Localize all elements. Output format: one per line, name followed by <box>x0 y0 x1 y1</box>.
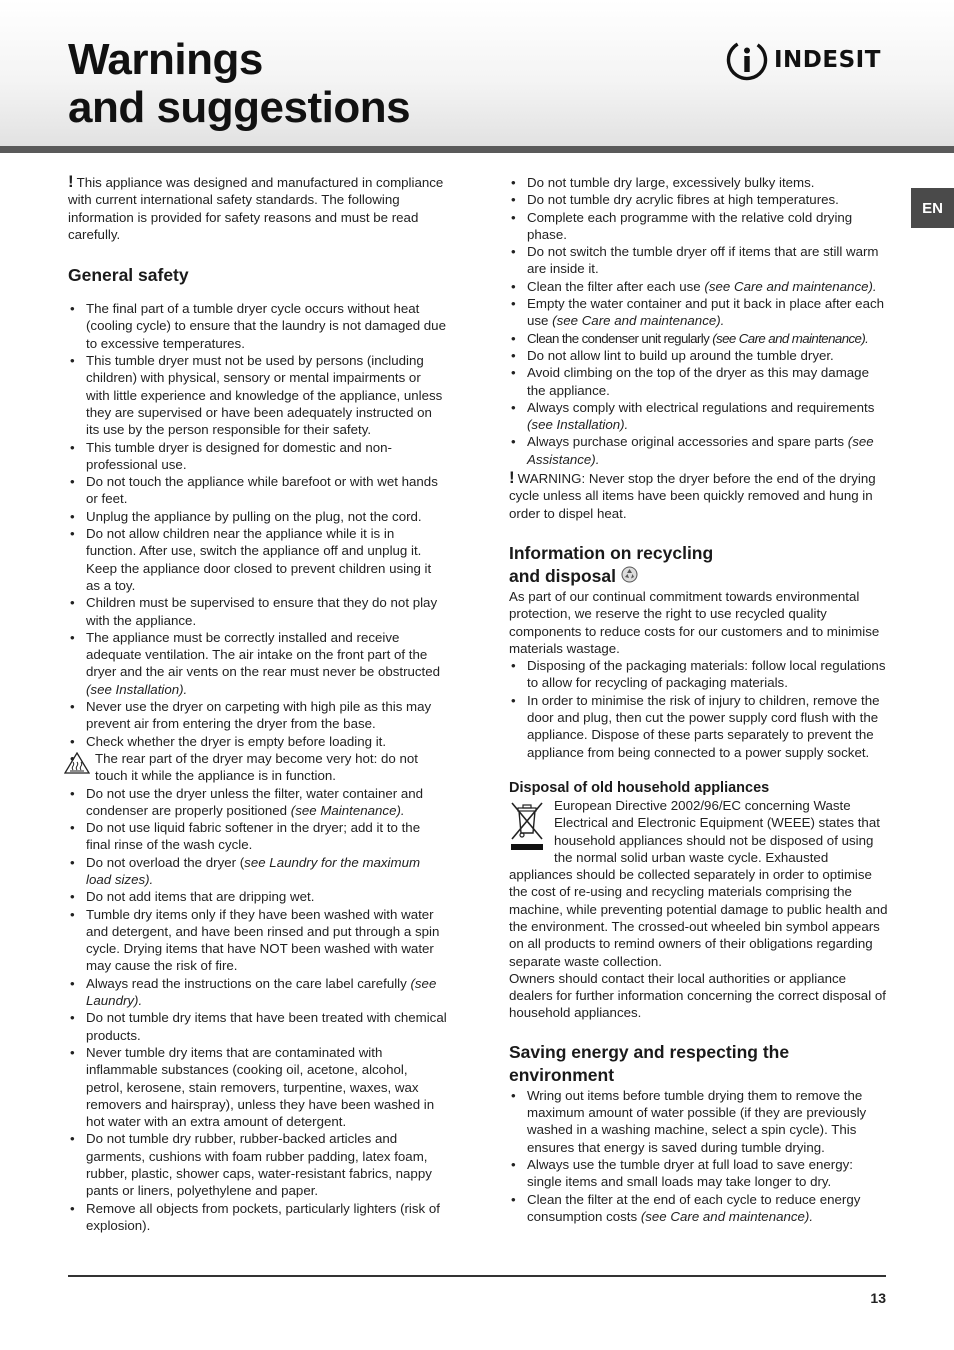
list-item: • Always comply with electrical regulations and requirements (see Installation). <box>509 399 889 434</box>
list-item: • Never use the dryer on carpeting with high pile as this may prevent air from entering the dryer from the base. <box>68 698 448 733</box>
list-item: • Always read the instructions on the care label carefully (see Laundry). <box>68 975 448 1010</box>
energy-heading: Saving energy and respecting the environment <box>509 1041 790 1085</box>
list-item: • Do not touch the appliance while barefoot or with wet hands or feet. <box>68 473 448 508</box>
footer-divider <box>68 1275 886 1277</box>
hot-surface-icon <box>64 752 90 774</box>
list-item: • This tumble dryer is designed for domestic and non-professional use. <box>68 439 448 474</box>
list-item: • Do not switch the tumble dryer off if items that are still warm are inside it. <box>509 243 889 278</box>
title-line-2: and suggestions <box>68 83 411 132</box>
intro-text: This appliance was designed and manufactured in compliance with current international safety standards. The following information is provided for safety reasons and must be read carefully. <box>68 175 444 242</box>
further-safety-list <box>509 174 889 468</box>
recycling-intro: As part of our continual commitment towards environmental protection, we reserve the right to use recycled quality components to reduce costs for our customers and to minimise materials wastage. <box>509 588 880 656</box>
list-item: • In order to minimise the risk of injury to children, remove the door and plug, then cut the power supply cord flush with the appliance. Dispose of these parts separately to prevent the appliance from being connected to a power supply socket. <box>509 692 889 761</box>
list-item: • Do not tumble dry acrylic fibres at high temperatures. <box>509 191 889 208</box>
recycling-icon <box>621 566 638 583</box>
header-divider <box>0 146 954 153</box>
right-column <box>509 174 889 1225</box>
list-item: • The final part of a tumble dryer cycle occurs without heat (cooling cycle) to ensure that the laundry is not damaged due to excessive temperatures. <box>68 300 448 352</box>
list-item: • Always use the tumble dryer at full load to save energy: single items and small loads may take longer to dry. <box>509 1156 889 1191</box>
warning-text: WARNING: Never stop the dryer before the end of the drying cycle unless all items have been quickly removed and hung in order to dispel heat. <box>509 471 876 521</box>
list-item: • The rear part of the dryer may become very hot: do not touch it while the appliance is in function. <box>68 750 448 785</box>
list-item: • Tumble dry items only if they have been washed with water and detergent, and have been rinsed and put through a spin cycle. Drying items that have NOT been washed with water may cause the risk of fire. <box>68 906 448 975</box>
list-item: • Wring out items before tumble drying them to remove the maximum amount of water possible (if they are previously washed in a washing machine, select a spin cycle). This ensures that energy is saved during tumble drying. <box>509 1087 889 1156</box>
list-item: • Do not tumble dry rubber, rubber-backed articles and garments, cushions with foam rubber padding, latex foam, rubber, plastic, shower caps, water-resistant fabrics, nappy pants or liners, polyethylene and paper. <box>68 1130 448 1199</box>
list-item: • Complete each programme with the relative cold drying phase. <box>509 209 889 244</box>
list-item: • Do not allow lint to build up around the tumble dryer. <box>509 347 889 364</box>
list-item: • Do not use the dryer unless the filter, water container and condenser are properly positioned (see Maintenance). <box>68 785 448 820</box>
general-safety-heading: General safety <box>68 265 189 286</box>
list-item: • Clean the filter after each use (see Care and maintenance). <box>509 278 889 295</box>
attention-mark: ! <box>509 468 515 488</box>
disposal-heading: Disposal of old household appliances <box>509 779 770 796</box>
intro-paragraph <box>68 174 448 243</box>
list-item: • Disposing of the packaging materials: follow local regulations to allow for recycling of packaging materials. <box>509 657 889 692</box>
page-header <box>0 0 954 146</box>
list-item: • Do not tumble dry items that have been treated with chemical products. <box>68 1009 448 1044</box>
list-item: • Clean the filter at the end of each cycle to reduce energy consumption costs (see Care and maintenance). <box>509 1191 889 1226</box>
list-item: • Empty the water container and put it back in place after each use (see Care and maintenance). <box>509 295 889 330</box>
list-item: • Remove all objects from pockets, particularly lighters (risk of explosion). <box>68 1200 448 1235</box>
warning-paragraph <box>509 470 889 522</box>
attention-mark: ! <box>68 172 74 191</box>
page-number: 13 <box>870 1290 886 1306</box>
list-item: • Never tumble dry items that are contaminated with inflammable substances (cooking oil, acetone, alcohol, petrol, kerosene, stain removers, turpentine, waxes, wax removers and hairspray), unless they have been washed in hot water with an extra amount of detergent. <box>68 1044 448 1130</box>
list-item: • Clean the condenser unit regularly (see Care and maintenance). <box>509 330 889 347</box>
list-item: • Do not use liquid fabric softener in the dryer; add it to the final rinse of the wash cycle. <box>68 819 448 854</box>
list-item: • Always purchase original accessories and spare parts (see Assistance). <box>509 433 889 468</box>
list-item: • Children must be supervised to ensure that they do not play with the appliance. <box>68 594 448 629</box>
list-item: • Do not allow children near the appliance while it is in function. After use, switch the appliance off and unplug it. Keep the appliance door closed to prevent children using it as a toy. <box>68 525 448 594</box>
list-item: • Avoid climbing on the top of the dryer as this may damage the appliance. <box>509 364 889 399</box>
list-item: • Do not overload the dryer (see Laundry for the maximum load sizes). <box>68 854 448 889</box>
brand-name: INDESIT <box>774 47 881 73</box>
list-item: • Unplug the appliance by pulling on the plug, not the cord. <box>68 508 448 525</box>
list-item: • This tumble dryer must not be used by persons (including children) with physical, sensory or mental impairments or with little experience and knowledge of the appliance, unless they are supervised or have been adequately instructed on its use by the person responsible for their safety. <box>68 352 448 438</box>
list-item: • The appliance must be correctly installed and receive adequate ventilation. The air intake on the front part of the dryer and the air vents on the rear must never be obstructed (see Installation). <box>68 629 448 698</box>
recycling-list <box>509 657 889 761</box>
list-item: • Do not add items that are dripping wet. <box>68 888 448 905</box>
list-item: • Check whether the dryer is empty before loading it. <box>68 733 448 750</box>
disposal-contact-text: Owners should contact their local authorities or appliance dealers for further information concerning the correct disposal of household appliances. <box>509 970 886 1021</box>
list-item: • Do not tumble dry large, excessively bulky items. <box>509 174 889 191</box>
left-column <box>68 174 448 1234</box>
brand-logo <box>726 38 881 82</box>
crossed-out-bin-icon <box>509 799 545 853</box>
language-tab: EN <box>911 188 954 228</box>
brand-logo-icon <box>726 39 768 81</box>
recycling-heading: Information on recycling and disposal <box>509 542 714 586</box>
general-safety-list <box>68 300 448 1234</box>
page-title <box>68 36 410 132</box>
disposal-paragraph <box>509 797 889 970</box>
energy-list <box>509 1087 889 1225</box>
disposal-text: European Directive 2002/96/EC concerning Waste Electrical and Electronic Equipment (WEEE) states that household appliances should not be disposed of using the normal solid urban waste cycle. Exhausted appliances should be collected separately in order to optimise the cost of re-using and recycling materials comprising the machine, while preventing potential damage to public health and the environment. The crossed-out wheeled bin symbol appears on all products to remind owners of their obligations regarding separate waste collection. <box>509 797 888 969</box>
title-line-1: Warnings <box>68 35 263 84</box>
